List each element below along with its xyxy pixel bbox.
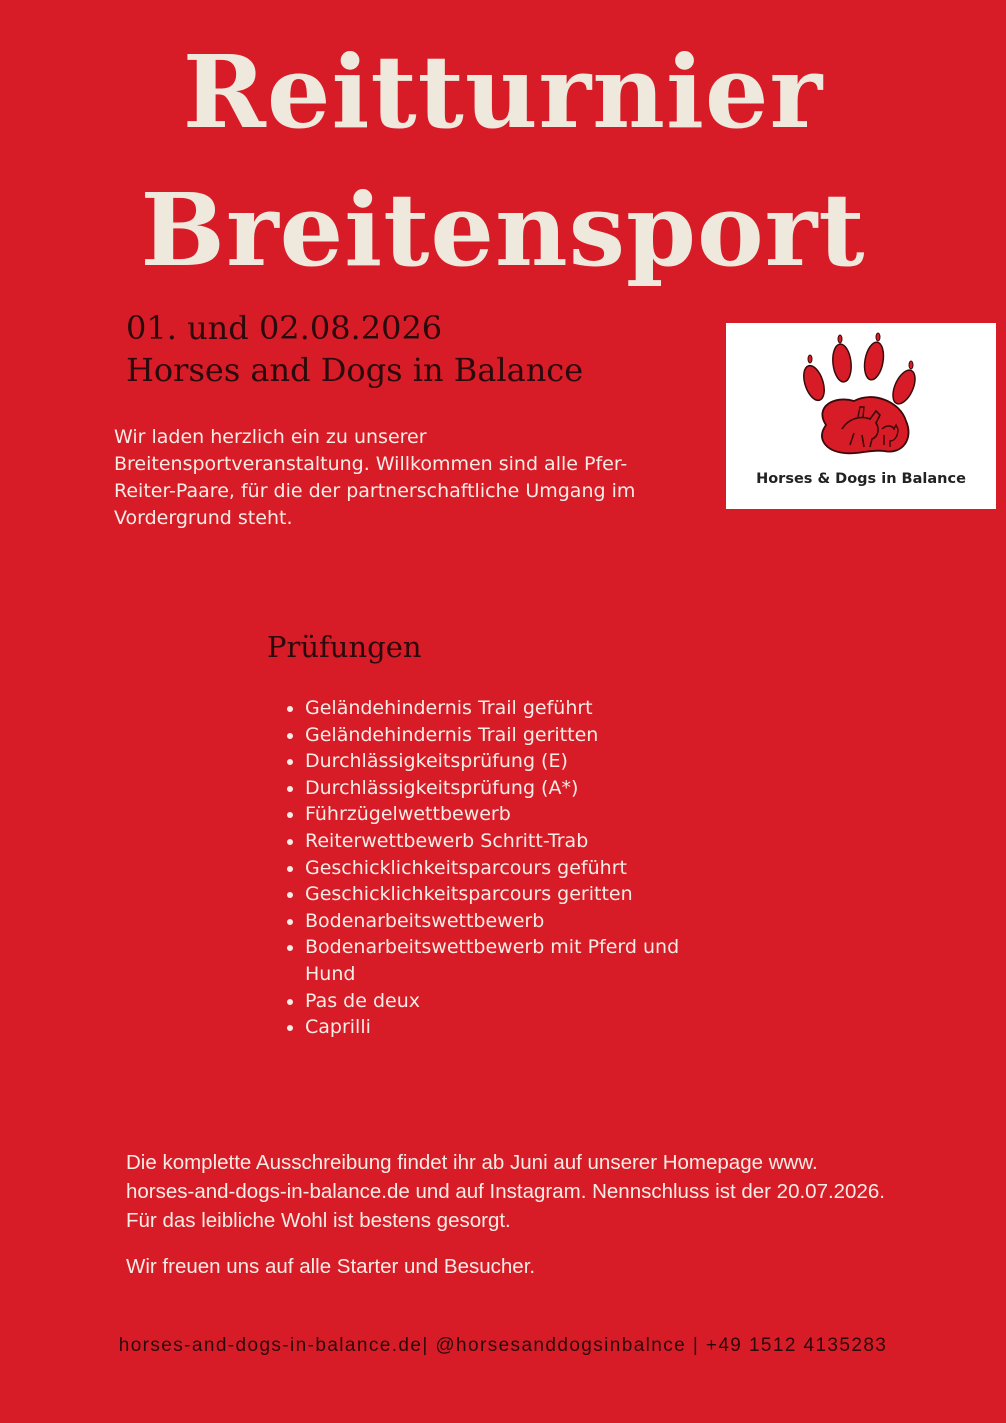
list-item: • Reiterwettbewerb Schritt-Trab xyxy=(305,828,725,855)
logo xyxy=(726,323,996,509)
intro-text: Wir laden herzlich ein zu unserer Breitensportveranstaltung. Willkommen sind alle Pfer-Reiter-Paare, für die der partnerschaftliche Umgang im Vordergrund steht. xyxy=(114,426,636,529)
closing-text: Wir freuen uns auf alle Starter und Besucher. xyxy=(126,1255,536,1278)
list-item: • Geschicklichkeitsparcours geführt xyxy=(305,855,725,882)
logo-text: Horses & Dogs in Balance xyxy=(756,471,966,487)
exams-list xyxy=(285,695,725,1041)
list-item: • Durchlässigkeitsprüfung (A*) xyxy=(305,775,725,802)
list-item: • Durchlässigkeitsprüfung (E) xyxy=(305,748,725,775)
list-item: • Bodenarbeitswettbewerb mit Pferd und Hund xyxy=(305,934,725,987)
event-date: 01. und 02.08.2026 xyxy=(126,309,443,347)
list-item: • Geländehindernis Trail geritten xyxy=(305,722,725,749)
contact-line: horses-and-dogs-in-balance.de| @horsesanddogsinbalnce | +49 1512 4135283 xyxy=(118,1335,888,1356)
list-item: • Geschicklichkeitsparcours geritten xyxy=(305,881,725,908)
event-host: Horses and Dogs in Balance xyxy=(126,351,584,389)
list-item: • Bodenarbeitswettbewerb xyxy=(305,908,725,935)
title-line-1: Reitturnier xyxy=(182,33,824,151)
paw-logo-icon xyxy=(796,325,926,469)
list-item: • Führzügelwettbewerb xyxy=(305,801,725,828)
exams-heading: Prüfungen xyxy=(267,630,422,664)
list-item: • Pas de deux xyxy=(305,988,725,1015)
list-item: • Caprilli xyxy=(305,1014,725,1041)
title-line-2: Breitensport xyxy=(140,171,866,289)
details-text: Die komplette Ausschreibung findet ihr ab Juni auf unserer Homepage www. horses-and-dogs-in-balance.de und auf Instagram. Nennschluss ist der 20.07.2026. Für das leibliche Wohl ist bestens gesorgt. xyxy=(126,1151,885,1232)
list-item: • Geländehindernis Trail geführt xyxy=(305,695,725,722)
